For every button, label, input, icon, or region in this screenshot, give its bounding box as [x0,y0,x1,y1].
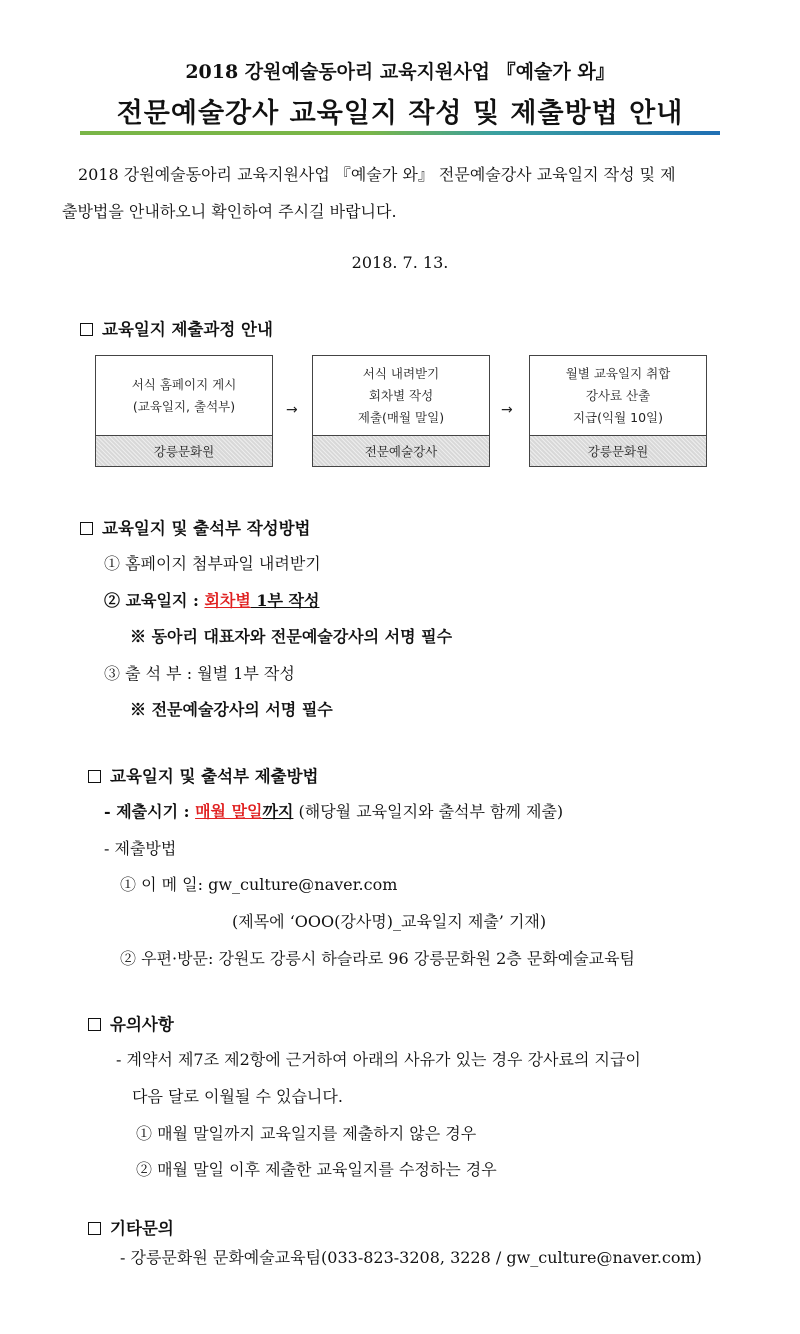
checkbox-square-icon [80,323,93,336]
arrow-right-icon: → [286,402,298,418]
notes-line-1: - 계약서 제7조 제2항에 근거하여 아래의 사유가 있는 경우 강사료의 지급이 [116,1050,641,1069]
process-step-3-description: 월별 교육일지 취합 강사료 산출 지급(익월 10일) [565,366,671,425]
arrow-right-icon: → [501,402,513,418]
section-heading-process: 교육일지 제출과정 안내 [80,316,273,340]
intro-line-1: 2018 강원예술동아리 교육지원사업 『예술가 와』 전문예술강사 교육일지 작성 및 제 [78,165,676,184]
document-subtitle: 2018 강원예술동아리 교육지원사업 『예술가 와』 [185,61,615,83]
section-heading-submission: 교육일지 및 출석부 제출방법 [88,763,319,787]
process-step-2-description: 서식 내려받기 회차별 작성 제출(매월 말일) [357,366,445,425]
writing-item-2: ② 교육일지 : 회차별 1부 작성 [104,591,320,610]
submission-method-label: - 제출방법 [104,839,177,858]
checkbox-square-icon [80,522,93,535]
document-date: 2018. 7. 13. [351,253,449,272]
process-step-3 [529,355,707,467]
document-title: 전문예술강사 교육일지 작성 및 제출방법 안내 [116,98,684,129]
process-step-3-owner: 강릉문화원 [530,435,706,466]
checkbox-square-icon [88,1018,101,1031]
process-step-1-description: 서식 홈페이지 게시 (교육일지, 출석부) [131,377,237,414]
submission-email-note: (제목에 ‘OOO(강사명)_교육일지 제출’ 기재) [232,912,547,931]
process-step-2 [312,355,490,467]
notes-line-2: 다음 달로 이월될 수 있습니다. [132,1087,343,1106]
submission-when: - 제출시기 : 매월 말일까지 (해당월 교육일지와 출석부 함께 제출) [104,802,564,821]
checkbox-square-icon [88,770,101,783]
checkbox-square-icon [88,1222,101,1235]
writing-item-3: ③ 출 석 부 : 월별 1부 작성 [104,664,295,683]
contact-line: - 강릉문화원 문화예술교육팀(033-823-3208, 3228 / gw_culture@naver.com) [120,1248,702,1267]
notes-item-1: ① 매월 말일까지 교육일지를 제출하지 않은 경우 [136,1124,477,1143]
highlight-per-session: 회차별 [204,591,251,610]
section-heading-contact: 기타문의 [88,1215,174,1239]
section-heading-writing: 교육일지 및 출석부 작성방법 [80,515,311,539]
process-step-2-owner: 전문예술강사 [313,435,489,466]
process-step-1 [95,355,273,467]
submission-visit: ② 우편·방문: 강원도 강릉시 하슬라로 96 강릉문화원 2층 문화예술교육팀 [120,949,636,968]
highlight-deadline: 매월 말일 [195,802,263,821]
writing-item-1: ① 홈페이지 첨부파일 내려받기 [104,554,321,573]
writing-note-1: ※ 동아리 대표자와 전문예술강사의 서명 필수 [130,627,453,646]
process-step-1-owner: 강릉문화원 [96,435,272,466]
intro-line-2: 출방법을 안내하오니 확인하여 주시길 바랍니다. [62,202,397,221]
writing-note-2: ※ 전문예술강사의 서명 필수 [130,700,333,719]
submission-email: ① 이 메 일: gw_culture@naver.com [120,875,398,894]
notes-item-2: ② 매월 말일 이후 제출한 교육일지를 수정하는 경우 [136,1160,497,1179]
title-divider [80,131,720,135]
section-heading-notes: 유의사항 [88,1011,174,1035]
